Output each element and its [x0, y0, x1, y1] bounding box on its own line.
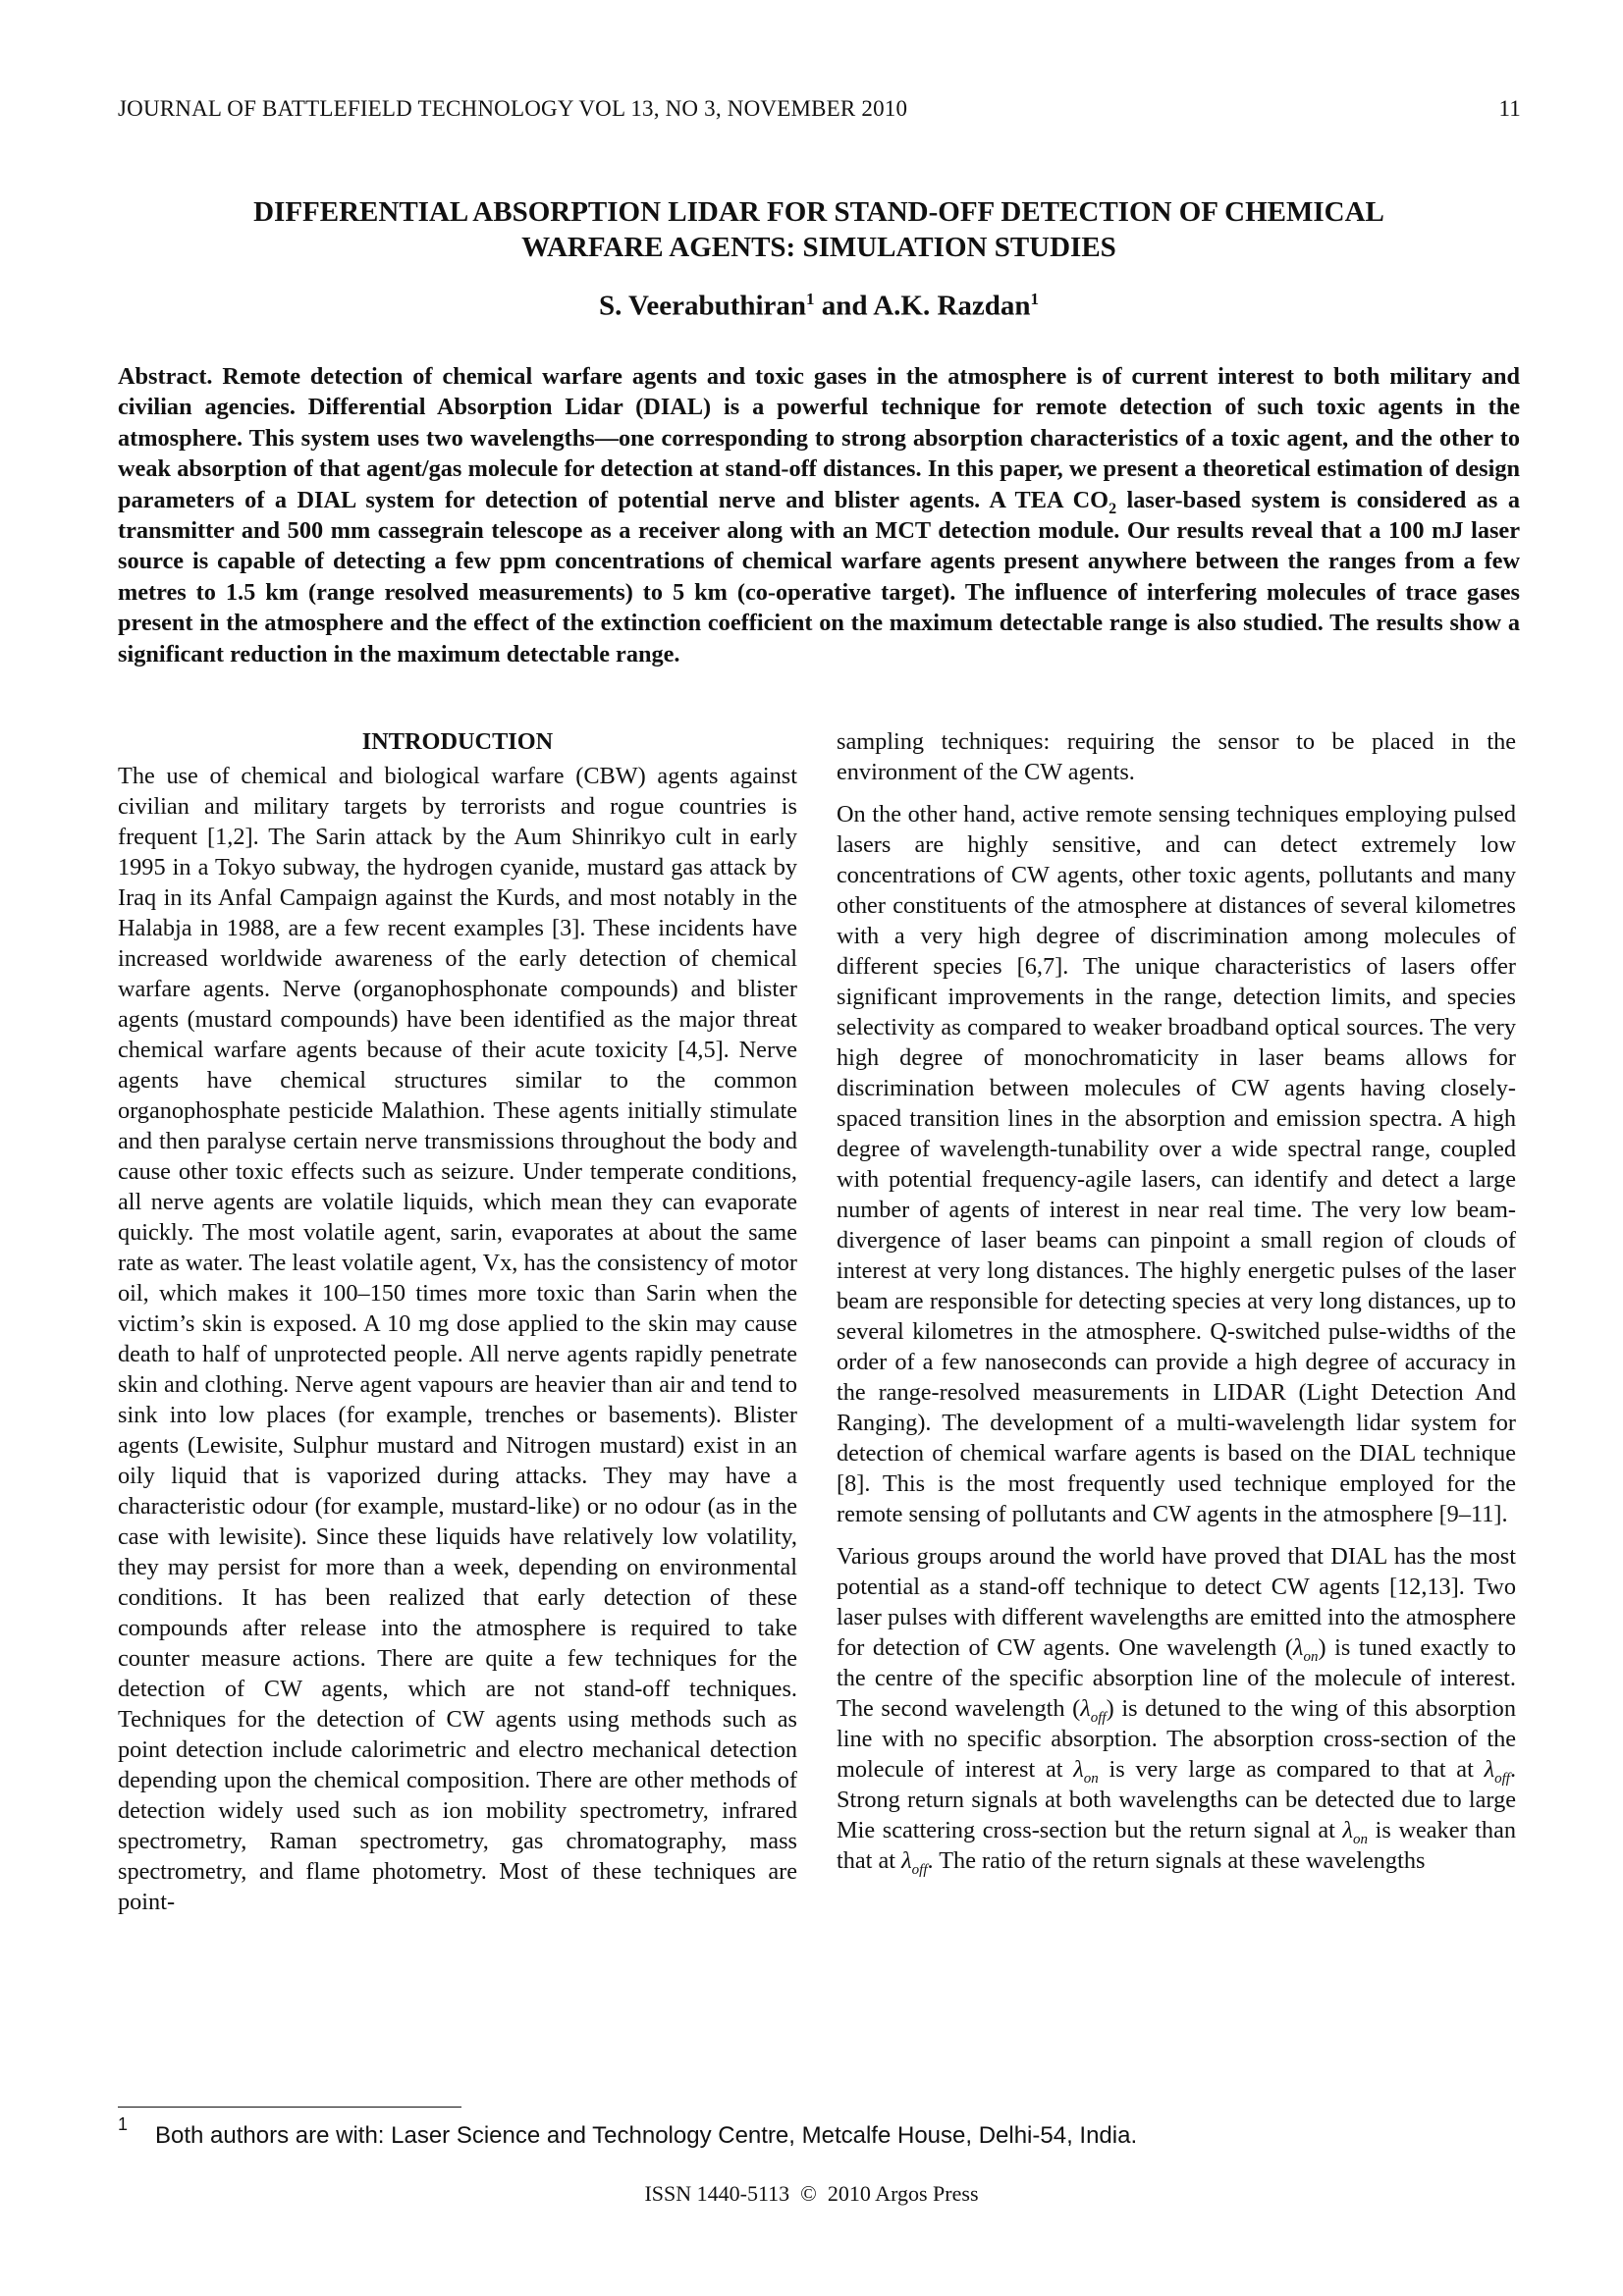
lambda: λ	[1484, 1756, 1495, 1783]
body-paragraph: The use of chemical and biological warfare (CBW) agents against civilian and military targets by terrorists and rogue countries is frequent [1,2]. The Sarin attack by the Aum Shinrikyo cult in early 1995 in a Tokyo subway, the hydrogen cyanide, mustard gas attack by Iraq in its Anfal Campaign against the Kurds, and most notably in the Halabja in 1988, are a few recent examples [3]. These incidents have increased worldwide awareness of the early detection of chemical warfare agents. Nerve (organophosphonate compounds) and blister agents (mustard compounds) have been identified as the major threat chemical warfare agents because of their acute toxicity [4,5]. Nerve agents have chemical structures similar to the common organophosphate pesticide Malathion. These agents initially stimulate and then paralyse certain nerve transmissions throughout the body and cause other toxic effects such as seizure. Under temperate conditions, all nerve agents are volatile liquids, which mean they can evaporate quickly. The most volatile agent, sarin, evaporates at about the same rate as water. The least volatile agent, Vx, has the consistency of motor oil, which makes it 100–150 times more toxic than Sarin when the victim’s skin is exposed. A 10 mg dose applied to the skin may cause death to half of unprotected people. All nerve agents rapidly penetrate skin and clothing. Nerve agent vapours are heavier than air and tend to sink into low places (for example, trenches or basements). Blister agents (Lewisite, Sulphur mustard and Nitrogen mustard) exist in an oily liquid that is vaporized during attacks. They may have a characteristic odour (for example, mustard-like) or no odour (as in the case with lewisite). Since these liquids have relatively low volatility, they may persist for more than a week, depending on environmental conditions. It has been realized that early detection of these compounds after release into the atmosphere is required to take counter measure actions. There are quite a few techniques for the detection of CW agents, which are not stand-off techniques. Techniques for the detection of CW agents using methods such as point detection include calorimetric and electro mechanical detection depending upon the chemical composition. There are other methods of detection widely used such as ion mobility spectrometry, infrared spectrometry, Raman spectrometry, gas chromatography, mass spectrometry, and flame photometry. Most of these techniques are point-	[118, 763, 797, 1915]
text-run: . The ratio of the return signals at these wavelengths	[927, 1847, 1426, 1874]
subscript-off: off	[1090, 1709, 1107, 1726]
left-column	[118, 726, 797, 1929]
abstract-text-1: Abstract. Remote detection of chemical warfare agents and toxic gases in the atmosphere is of current interest to both military and civilian agencies. Differential Absorption Lidar (DIAL) is a powerful technique for remote detection of such toxic agents in the atmosphere. This system uses two wavelengths—one corresponding to strong absorption characteristics of a toxic agent, and the other to weak absorption of that agent/gas molecule for detection at stand-off distances. In this paper, we present a theoretical estimation of design parameters of a DIAL system for detection of potential nerve and blister agents. A TEA CO	[118, 363, 1520, 513]
lambda: λ	[1073, 1756, 1084, 1783]
running-header	[118, 96, 1521, 122]
title-line-1: DIFFERENTIAL ABSORPTION LIDAR FOR STAND-OFF DETECTION OF CHEMICAL	[253, 196, 1384, 228]
footnote-divider	[118, 2107, 461, 2108]
page-number: 11	[1498, 96, 1521, 121]
lambda: λ	[1292, 1634, 1304, 1661]
body-paragraph: On the other hand, active remote sensing techniques employing pulsed lasers are highly sensitive, and can detect extremely low concentrations of CW agents, other toxic agents, pollutants and many other constituents of the atmosphere at distances of several kilometres with a very high degree of discrimination among molecules of different species [6,7]. The unique characteristics of lasers offer significant improvements in the range, detection limits, and species selectivity as compared to weaker broadband optical sources. The very high degree of monochromaticity in laser beams allows for discrimination between molecules of CW agents having closely-spaced transition lines in the absorption and emission spectra. A high degree of wavelength-tunability over a wide spectral range, coupled with potential frequency-agile lasers, can identify and detect a large number of agents of interest in near real time. The very low beam-divergence of laser beams can pinpoint a small region of clouds of interest at very long distances. The highly energetic pulses of the laser beam are responsible for detecting species at very long distances, up to several kilometres in the atmosphere. Q-switched pulse-widths of the order of a few nanoseconds can provide a high degree of accuracy in the range-resolved measurements in LIDAR (Light Detection And Ranging). The development of a multi-wavelength lidar system for detection of chemical warfare agents is based on the DIAL technique [8]. This is the most frequently used technique employed for the remote sensing of pollutants and CW agents in the atmosphere [9–11].	[837, 801, 1516, 1527]
journal-citation: JOURNAL OF BATTLEFIELD TECHNOLOGY VOL 13, NO 3, NOVEMBER 2010	[118, 96, 908, 121]
lambda-on-symbol	[1292, 1634, 1319, 1665]
text-run: . Strong return signals at both wavelengths can be detected due to large Mie scattering cross-section but the return signal at	[837, 1756, 1529, 1843]
subscript-on: on	[1353, 1831, 1369, 1847]
subscript-off: off	[911, 1861, 928, 1878]
lambda: λ	[901, 1847, 912, 1874]
subscript-off: off	[1494, 1770, 1510, 1787]
footnote-mark: 1	[118, 2114, 129, 2134]
authors	[118, 290, 1520, 323]
lambda-on-symbol	[1073, 1756, 1099, 1787]
text-run: is very large as compared to that at	[1098, 1756, 1485, 1783]
author-2: A.K. Razdan	[873, 290, 1031, 322]
subscript-on: on	[1303, 1648, 1319, 1665]
footnote	[118, 2114, 1138, 2150]
subscript-on: on	[1083, 1770, 1099, 1787]
author-2-affiliation-mark: 1	[1030, 290, 1040, 308]
lambda: λ	[1080, 1695, 1091, 1722]
abstract-subscript: 2	[1109, 500, 1117, 517]
footnote-text: Both authors are with: Laser Science and Technology Centre, Metcalfe House, Delhi-54, India.	[155, 2122, 1138, 2149]
text-run: ) is detuned to the wing of this absorption line with no specific absorption. The absorption cross-section of the molecule of interest at	[837, 1695, 1516, 1783]
abstract-text-2: laser-based system is considered as a transmitter and 500 mm cassegrain telescope as a receiver along with an MCT detection module. Our results reveal that a 100 mJ laser source is capable of detecting a few ppm concentrations of chemical warfare agents present anywhere between the ranges from a few metres to 1.5 km (range resolved measurements) to 5 km (co-operative target). The influence of interfering molecules of trace gases present in the atmosphere and the effect of the extinction coefficient on the maximum detectable range is also studied. The results show a significant reduction in the maximum detectable range.	[118, 486, 1520, 667]
page-footer: ISSN 1440-5113 © 2010 Argos Press	[644, 2181, 979, 2206]
lambda: λ	[1342, 1817, 1354, 1843]
section-heading-introduction: INTRODUCTION	[361, 728, 554, 755]
right-column	[837, 726, 1529, 1888]
body-paragraph: sampling techniques: requiring the sensor to be placed in the environment of the CW agents.	[837, 728, 1516, 785]
paper-title	[118, 194, 1520, 265]
author-1-affiliation-mark: 1	[806, 290, 815, 308]
body-paragraph	[837, 1541, 1529, 1878]
lambda-off-symbol	[1484, 1756, 1510, 1787]
abstract	[118, 361, 1520, 669]
title-line-2: WARFARE AGENTS: SIMULATION STUDIES	[521, 232, 1116, 263]
text-run: Various groups around the world have proved that DIAL has the most potential as a stand-off technique to detect CW agents [12,13]. Two laser pulses with different wavelengths are emitted into the atmosphere for detection of CW agents. One wavelength (	[837, 1543, 1516, 1661]
lambda-on-symbol	[1342, 1817, 1369, 1847]
lambda-off-symbol	[901, 1847, 928, 1878]
text-run: is weaker than that at	[837, 1817, 1517, 1874]
author-conjunction: and	[814, 290, 874, 322]
author-1: S. Veerabuthiran	[598, 290, 807, 322]
lambda-off-symbol	[1080, 1695, 1107, 1726]
text-run: ) is tuned exactly to the centre of the specific absorption line of the molecule of interest. The second wavelength (	[837, 1634, 1517, 1722]
